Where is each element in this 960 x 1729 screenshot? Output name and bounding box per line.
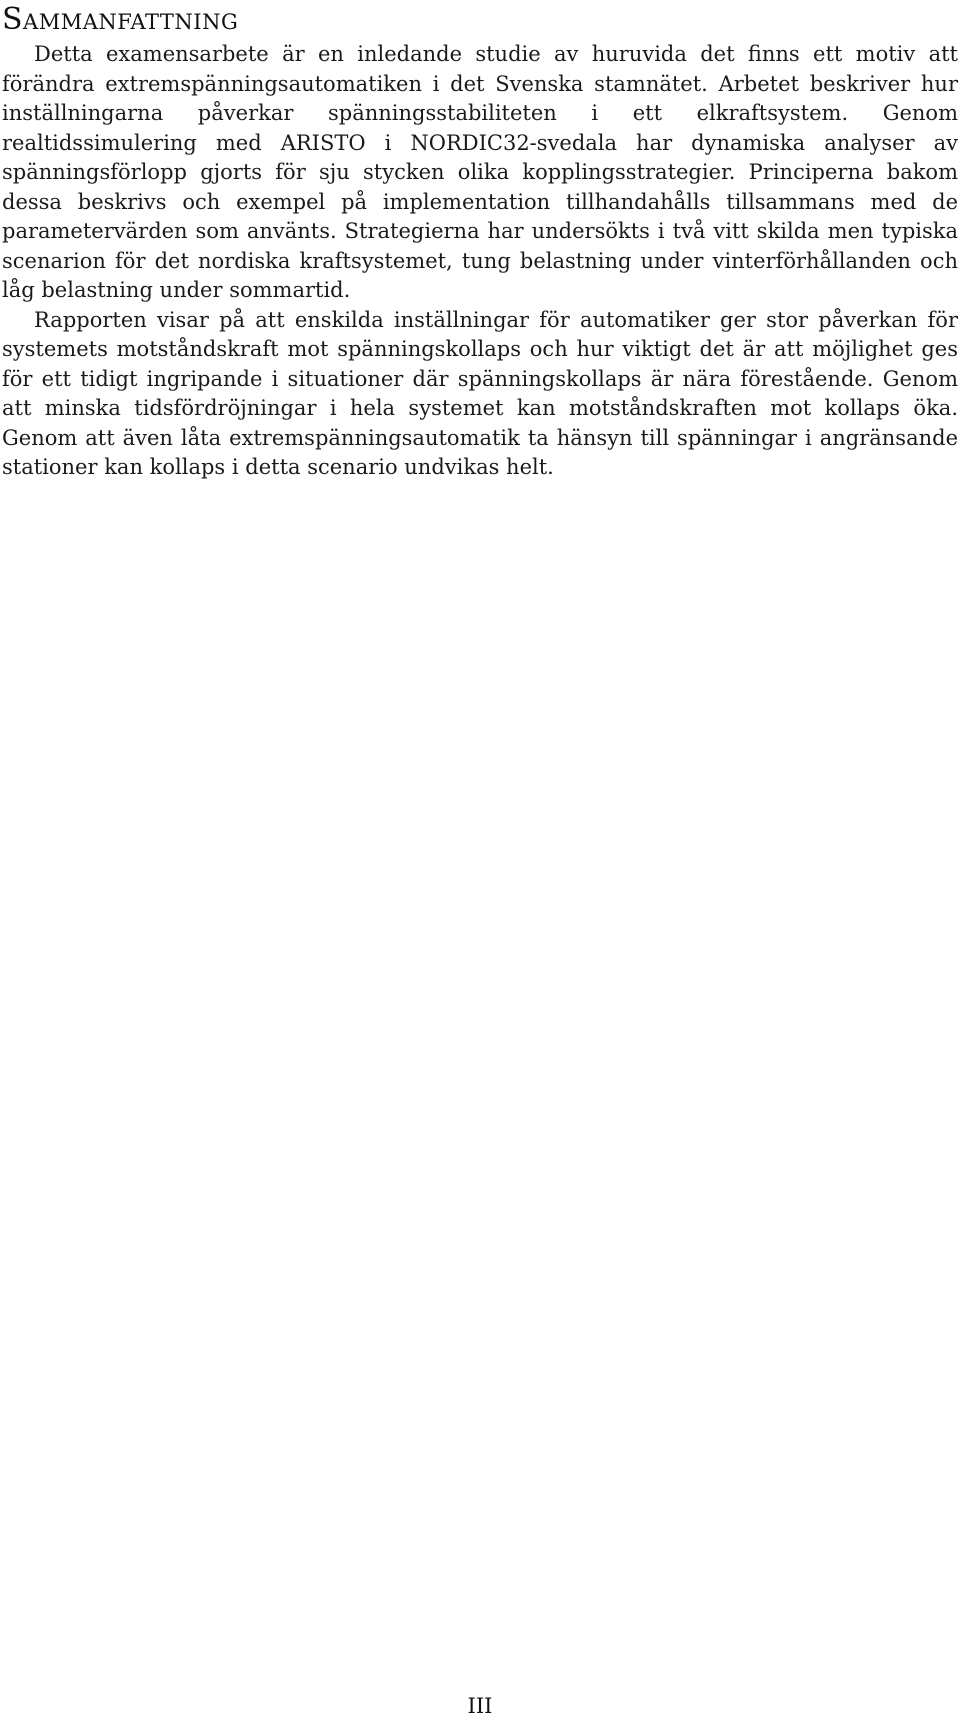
page-number: III [467, 1694, 493, 1718]
section-heading: Sammanfattning [2, 2, 239, 37]
abstract-body [2, 40, 958, 483]
paragraph-1: Detta examensarbete är en inledande studie av huruvida det finns ett motiv att förändra extremspänningsautomatiken i det Svenska stamnätet. Arbetet beskriver hur inställningarna påverkar spänningsstabiliteten i ett elkraftsystem. Genom realtidssimulering med ARISTO i NORDIC32-svedala har dynamiska analyser av spänningsförlopp gjorts för sju stycken olika kopplingsstrategier. Principerna bakom dessa beskrivs och exempel på implementation tillhandahålls tillsammans med de parametervärden som använts. Strategierna har undersökts i två vitt skilda men typiska scenarion för det nordiska kraftsystemet, tung belastning under vinterförhållanden och låg belastning under sommartid. [2, 42, 958, 302]
paragraph-2: Rapporten visar på att enskilda inställningar för automatiker ger stor påverkan för systemets motståndskraft mot spänningskollaps och hur viktigt det är att möjlighet ges för ett tidigt ingripande i situationer där spänningskollaps är nära förestående. Genom att minska tidsfördröjningar i hela systemet kan motståndskraften mot kollaps öka. Genom att även låta extremspänningsautomatik ta hänsyn till spänningar i angränsande stationer kan kollaps i detta scenario undvikas helt. [2, 307, 958, 479]
